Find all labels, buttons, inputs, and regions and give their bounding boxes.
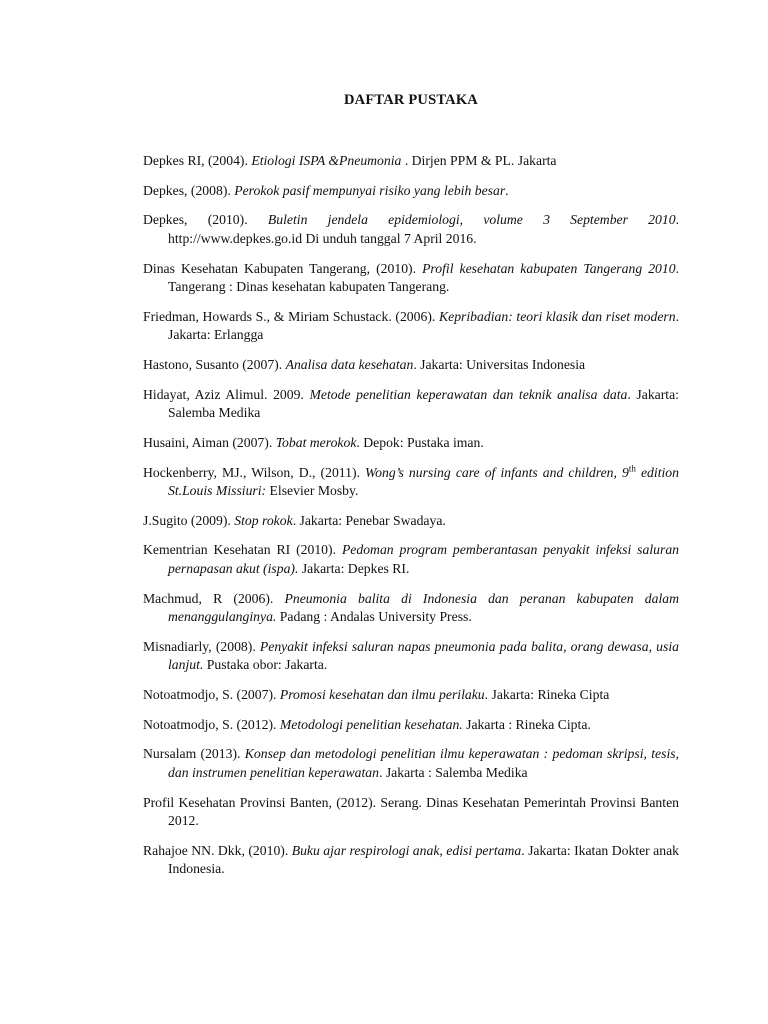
reference-entry: J.Sugito (2009). Stop rokok. Jakarta: Penebar Swadaya. <box>143 512 446 528</box>
reference-entry: Hidayat, Aziz Alimul. 2009. Metode penelitian keperawatan dan teknik analisa data. Jakarta: Salemba Medika <box>143 386 679 421</box>
reference-entry: Misnadiarly, (2008). Penyakit infeksi saluran napas pneumonia pada balita, orang dewasa, usia lanjut. Pustaka obor: Jakarta. <box>143 638 679 673</box>
reference-entry: Machmud, R (2006). Pneumonia balita di Indonesia dan peranan kabupaten dalam menanggulanginya. Padang : Andalas University Press. <box>143 590 679 625</box>
reference-entry: Hastono, Susanto (2007). Analisa data kesehatan. Jakarta: Universitas Indonesia <box>143 356 586 372</box>
reference-entry: Profil Kesehatan Provinsi Banten, (2012). Serang. Dinas Kesehatan Pemerintah Provinsi Banten 2012. <box>143 794 679 828</box>
reference-entry: Depkes, (2008). Perokok pasif mempunyai risiko yang lebih besar. <box>143 182 509 198</box>
reference-entry: Notoatmodjo, S. (2012). Metodologi penelitian kesehatan. Jakarta : Rineka Cipta. <box>143 716 591 732</box>
reference-entry: Friedman, Howards S., & Miriam Schustack. (2006). Kepribadian: teori klasik dan riset modern. Jakarta: Erlangga <box>143 308 679 343</box>
reference-entry: Rahajoe NN. Dkk, (2010). Buku ajar respirologi anak, edisi pertama. Jakarta: Ikatan Dokter anak Indonesia. <box>143 842 679 877</box>
reference-entry: Notoatmodjo, S. (2007). Promosi kesehatan dan ilmu perilaku. Jakarta: Rineka Cipta <box>143 686 610 702</box>
reference-entry: Kementrian Kesehatan RI (2010). Pedoman program pemberantasan penyakit infeksi saluran pernapasan akut (ispa). Jakarta: Depkes RI. <box>143 542 680 576</box>
page-title: DAFTAR PUSTAKA <box>344 92 478 108</box>
reference-entry: Hockenberry, MJ., Wilson, D., (2011). Wong’s nursing care of infants and children, 9th edition St.Louis Missiuri: Elsevier Mosby. <box>143 462 679 498</box>
reference-entry: Dinas Kesehatan Kabupaten Tangerang, (2010). Profil kesehatan kabupaten Tangerang 2010. Tangerang : Dinas kesehatan kabupaten Tangerang. <box>143 260 680 295</box>
reference-entry: Nursalam (2013). Konsep dan metodologi penelitian ilmu keperawatan : pedoman skripsi, tesis, dan instrumen penelitian keperawatan. Jakarta : Salemba Medika <box>143 746 679 780</box>
reference-entry: Depkes, (2010). Buletin jendela epidemiologi, volume 3 September 2010. http://www.depkes.go.id Di unduh tanggal 7 April 2016. <box>143 212 679 246</box>
reference-entry: Husaini, Aiman (2007). Tobat merokok. Depok: Pustaka iman. <box>143 434 484 450</box>
reference-entry: Depkes RI, (2004). Etiologi ISPA &Pneumonia . Dirjen PPM & PL. Jakarta <box>143 153 557 168</box>
reference-list <box>143 152 679 890</box>
